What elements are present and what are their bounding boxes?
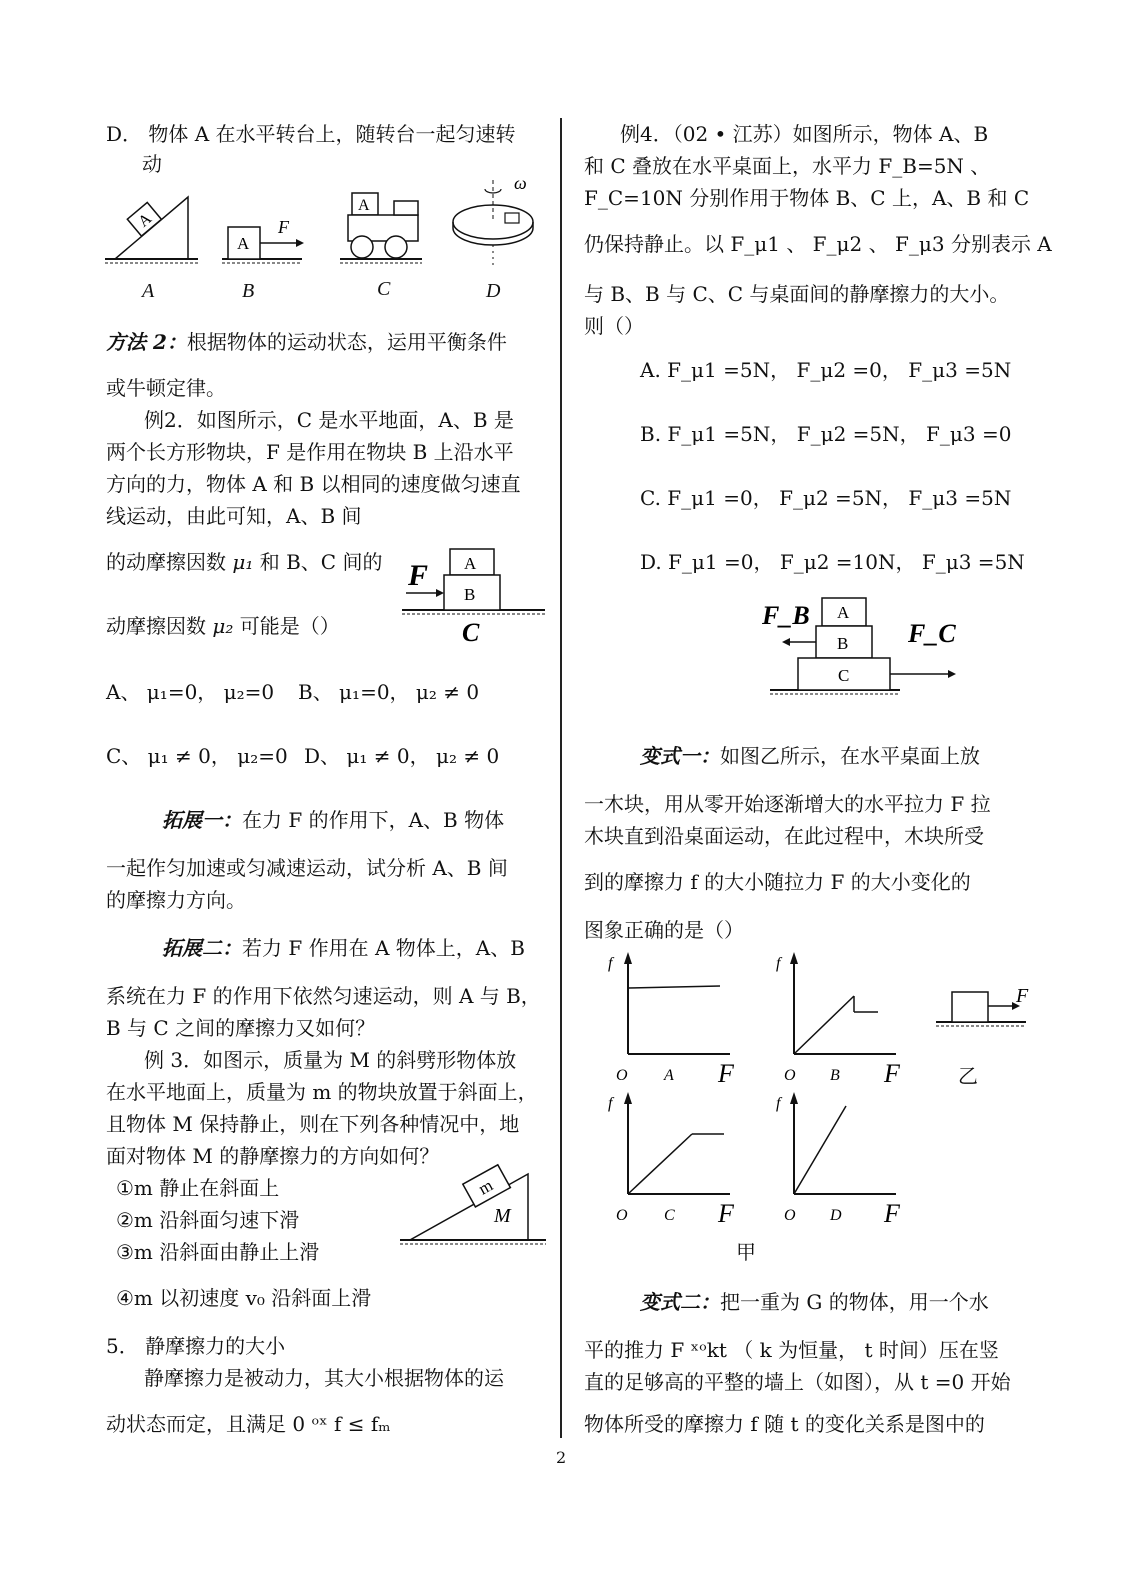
- example4-line6: 则（）: [584, 314, 644, 338]
- method2-line1: 方法 2：根据物体的运动状态，运用平衡条件: [106, 330, 507, 354]
- example4-option-a: A. F_μ1 =5N， F_μ2 =0， F_μ3 =5N: [640, 358, 1012, 382]
- figure-yi: [930, 978, 1040, 1088]
- mu1-symbol: μ₁: [232, 550, 254, 574]
- incline-block-label: A: [135, 210, 156, 231]
- column-divider: [560, 118, 562, 1438]
- example3-line1: 例 3．如图示，质量为 M 的斜劈形物体放: [144, 1048, 517, 1072]
- ex2-block-a: A: [464, 554, 477, 573]
- graph-c-f-axis: f: [608, 1095, 613, 1112]
- variant1-line5: 图象正确的是（）: [584, 918, 744, 942]
- variant2-line1: 变式二：把一重为 G 的物体，用一个水: [640, 1290, 989, 1314]
- variant2-line3: 直的足够高的平整的墙上（如图），从 t =0 开始: [584, 1370, 1011, 1394]
- example3-line4: 面对物体 M 的静摩擦力的方向如何？: [106, 1144, 440, 1168]
- fig-label-a: A: [142, 280, 155, 302]
- ex4-block-a: A: [837, 603, 850, 622]
- incline-figure: [105, 197, 198, 263]
- graph-a: [600, 948, 760, 1088]
- method2-heading: 方法 2：: [106, 330, 187, 354]
- block-force-figure: [222, 217, 304, 263]
- ex2-force-f: F: [408, 559, 429, 592]
- graph-d: [770, 1088, 930, 1228]
- graph-d-origin: O: [784, 1207, 796, 1224]
- graph-b-force-axis: F: [884, 1059, 900, 1088]
- example3-item3: ③m 沿斜面由静止上滑: [116, 1240, 320, 1264]
- graph-b-f-axis: f: [776, 955, 781, 972]
- omega-label: ω: [514, 173, 527, 193]
- graph-b-origin: O: [784, 1067, 796, 1084]
- example4-option-d: D. F_μ1 =0， F_μ2 =10N， F_μ3 =5N: [640, 550, 1025, 574]
- example2-line3: 方向的力，物体 A 和 B 以相同的速度做匀速直: [106, 472, 521, 496]
- extension1-line1: 拓展一：在力 F 的作用下，A、B 物体: [162, 808, 505, 832]
- example3-line2: 在水平地面上，质量为 m 的物块放置于斜面上，: [106, 1080, 538, 1104]
- example4-line3: F_C=10N 分别作用于物体 B、C 上，A、B 和 C: [584, 186, 1030, 210]
- fig-label-d: D: [486, 280, 501, 302]
- wedge-block-m: m: [475, 1175, 497, 1199]
- yi-force-f: F: [1016, 985, 1029, 1007]
- cart-block-label: A: [358, 197, 370, 214]
- example3-item1: ①m 静止在斜面上: [116, 1176, 280, 1200]
- graph-b: [770, 948, 930, 1088]
- extension2-line1: 拓展二：若力 F 作用在 A 物体上，A、B: [162, 936, 525, 960]
- example4-line5: 与 B、B 与 C、C 与桌面间的静摩擦力的大小。: [584, 282, 1010, 306]
- example3-line3: 且物体 M 保持静止，则在下列各种情况中，地: [106, 1112, 520, 1136]
- graph-c-origin: O: [616, 1207, 628, 1224]
- fig-label-b: B: [242, 280, 255, 302]
- graph-d-f-axis: f: [776, 1095, 781, 1112]
- graph-c-force-axis: F: [718, 1199, 734, 1228]
- example3-item2: ②m 沿斜面匀速下滑: [116, 1208, 300, 1232]
- example4-line4: 仍保持静止。以 F_μ1 、 F_μ2 、 F_μ3 分别表示 A: [584, 232, 1052, 256]
- variant2-heading: 变式二：: [640, 1290, 720, 1314]
- variant1-line3: 木块直到沿桌面运动，在此过程中，木块所受: [584, 824, 984, 848]
- mu2-symbol: μ₂: [212, 614, 234, 638]
- section5-line2: 动状态而定，且满足 0 ᵒˣ f ≤ fₘ: [106, 1412, 391, 1436]
- example2-option-a: A、 μ₁=0， μ₂=0: [106, 680, 275, 704]
- block-label-b: A: [237, 234, 250, 253]
- method2-line2: 或牛顿定律。: [106, 376, 226, 400]
- label-yi: 乙: [958, 1064, 978, 1088]
- ex4-force-fc: F_C: [908, 619, 956, 648]
- turntable-figure: [453, 173, 533, 267]
- extension2-heading: 拓展二：: [162, 936, 242, 960]
- graph-d-force-axis: F: [884, 1199, 900, 1228]
- page-number: 2: [556, 1448, 567, 1467]
- example2-line4: 线运动，由此可知，A、B 间: [106, 504, 362, 528]
- example2-option-d: D、 μ₁ ≠ 0， μ₂ ≠ 0: [304, 744, 500, 768]
- option-d-line2: 动: [142, 152, 162, 176]
- ex4-force-fb: F_B: [762, 601, 810, 630]
- ex4-block-b: B: [837, 634, 849, 653]
- variant1-heading: 变式一：: [640, 744, 720, 768]
- section5-line1: 静摩擦力是被动力，其大小根据物体的运: [144, 1366, 504, 1390]
- ex4-block-c: C: [838, 666, 850, 685]
- variant1-line4: 到的摩擦力 f 的大小随拉力 F 的大小变化的: [584, 870, 971, 894]
- graph-a-force-axis: F: [718, 1059, 734, 1088]
- example2-figure: [400, 545, 550, 645]
- fig-label-c: C: [377, 278, 391, 300]
- extension1-heading: 拓展一：: [162, 808, 242, 832]
- example4-option-c: C. F_μ1 =0， F_μ2 =5N， F_μ3 =5N: [640, 486, 1012, 510]
- variant1-line2: 一木块，用从零开始逐渐增大的水平拉力 F 拉: [584, 792, 991, 816]
- variant2-line2: 平的推力 F ˣᵒkt （ k 为恒量， t 时间）压在竖: [584, 1338, 999, 1362]
- figure-row-abcd: [100, 175, 540, 305]
- example4-line1: 例4．（02 • 江苏）如图所示，物体 A、B: [620, 122, 989, 146]
- variant1-line1: 变式一：如图乙所示，在水平桌面上放: [640, 744, 980, 768]
- graph-c: [600, 1088, 760, 1228]
- example2-option-c: C、 μ₁ ≠ 0， μ₂=0: [106, 744, 288, 768]
- section5-title: 5． 静摩擦力的大小: [106, 1334, 286, 1358]
- label-jia: 甲: [736, 1240, 756, 1264]
- graph-d-label: D: [830, 1207, 842, 1224]
- option-d-line1: D． 物体 A 在水平转台上，随转台一起匀速转: [106, 122, 516, 146]
- example4-option-b: B. F_μ1 =5N， F_μ2 =5N， F_μ3 =0: [640, 422, 1012, 446]
- example2-line6: 动摩擦因数 μ₂ 可能是（）: [106, 614, 340, 638]
- graph-a-origin: O: [616, 1067, 628, 1084]
- extension1-line2: 一起作匀加速或匀减速运动，试分析 A、B 间: [106, 856, 508, 880]
- ex2-block-b: B: [464, 585, 476, 604]
- example4-line2: 和 C 叠放在水平桌面上，水平力 F_B=5N 、: [584, 154, 991, 178]
- example3-wedge-figure: [398, 1138, 548, 1256]
- variant2-line4: 物体所受的摩擦力 f 随 t 的变化关系是图中的: [584, 1412, 985, 1436]
- extension2-line3: B 与 C 之间的摩擦力又如何？: [106, 1016, 376, 1040]
- example3-item4: ④m 以初速度 v₀ 沿斜面上滑: [116, 1286, 372, 1310]
- wedge-label-m: M: [494, 1205, 511, 1227]
- example2-line5: 的动摩擦因数 μ₁ 和 B、C 间的: [106, 550, 383, 574]
- graph-c-label: C: [664, 1207, 675, 1224]
- graph-b-label: B: [830, 1067, 840, 1084]
- extension2-line2: 系统在力 F 的作用下依然匀速运动，则 A 与 B，: [106, 984, 541, 1008]
- cart-figure: [340, 193, 422, 263]
- extension1-line3: 的摩擦力方向。: [106, 888, 246, 912]
- example2-option-b: B、 μ₁=0， μ₂ ≠ 0: [298, 680, 480, 704]
- force-label-f: F: [278, 217, 289, 237]
- example4-figure: [760, 592, 970, 704]
- graph-a-label: A: [664, 1067, 674, 1084]
- ex2-ground-c: C: [462, 618, 480, 647]
- example2-line2: 两个长方形物块，F 是作用在物块 B 上沿水平: [106, 440, 514, 464]
- graph-a-f-axis: f: [608, 955, 613, 972]
- example2-line1: 例2．如图所示，C 是水平地面，A、B 是: [144, 408, 514, 432]
